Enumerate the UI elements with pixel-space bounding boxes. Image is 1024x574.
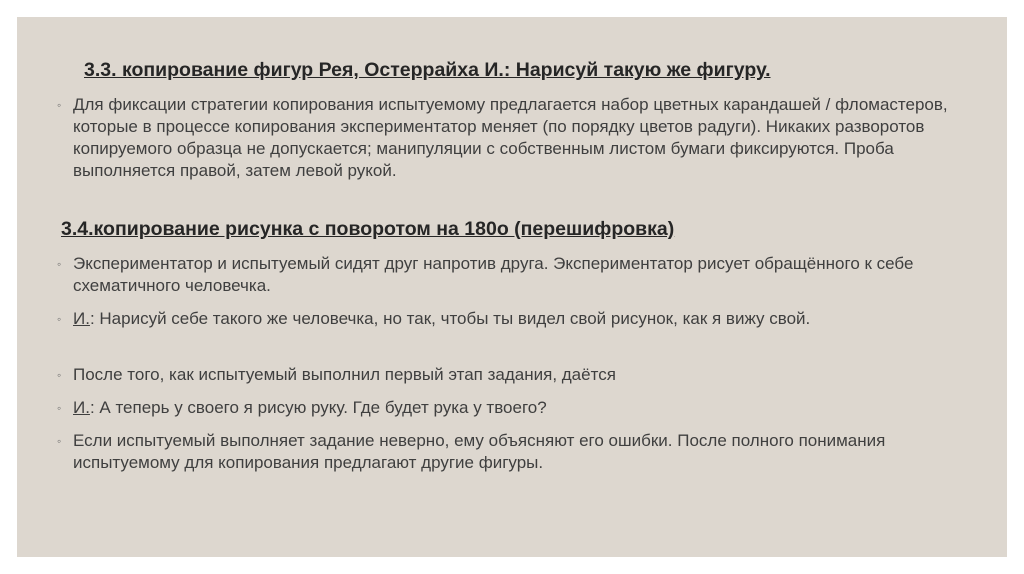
- bullet-item: [57, 364, 957, 386]
- bullet-item: [57, 430, 957, 474]
- bullet-text: Экспериментатор и испытуемый сидят друг напротив друга. Экспериментатор рисует обращённого к себе схематичного человечка.: [73, 254, 914, 295]
- bullet-text: [73, 308, 957, 330]
- bullet-text: Если испытуемый выполняет задание неверно, ему объясняют его ошибки. После полного понимания испытуемому для копирования предлагают другие фигуры.: [73, 431, 886, 472]
- speaker-line: : А теперь у своего я рисую руку. Где будет рука у твоего?: [89, 398, 547, 417]
- bullet-marker-icon: ◦: [57, 368, 62, 382]
- bullet-marker-icon: ◦: [57, 257, 62, 271]
- bullet-item: [57, 397, 957, 419]
- speaker-label: И.: [73, 309, 90, 328]
- speaker-line: : Нарисуй себе такого же человечка, но так, чтобы ты видел свой рисунок, как я вижу свой.: [89, 309, 811, 328]
- bullet-text: Для фиксации стратегии копирования испытуемому предлагается набор цветных карандашей / фломастеров, которые в процессе копирования экспериментатор меняет (по порядку цветов радуги). Никаких разворотов копируемого образца не допускается; манипуляции с собственным листом бумаги фиксируются. Проба выполняется правой, затем левой рукой.: [73, 95, 948, 180]
- bullet-marker-icon: ◦: [57, 98, 62, 112]
- bullet-marker-icon: ◦: [57, 312, 62, 326]
- bullet-marker-icon: ◦: [57, 401, 62, 415]
- slide: [17, 17, 1007, 557]
- section-heading-3-3: 3.3. копирование фигур Рея, Остеррайха И.: Нарисуй такую же фигуру.: [84, 59, 771, 81]
- bullet-marker-icon: ◦: [57, 434, 62, 448]
- speaker-label: И.: [73, 398, 90, 417]
- bullet-text: После того, как испытуемый выполнил первый этап задания, даётся: [73, 365, 616, 384]
- bullet-item: [57, 308, 957, 330]
- section-heading-3-4: 3.4.копирование рисунка с поворотом на 180о (перешифровка): [61, 218, 675, 240]
- bullet-item: [57, 94, 957, 182]
- bullet-item: [57, 253, 957, 297]
- bullet-text: [73, 397, 957, 419]
